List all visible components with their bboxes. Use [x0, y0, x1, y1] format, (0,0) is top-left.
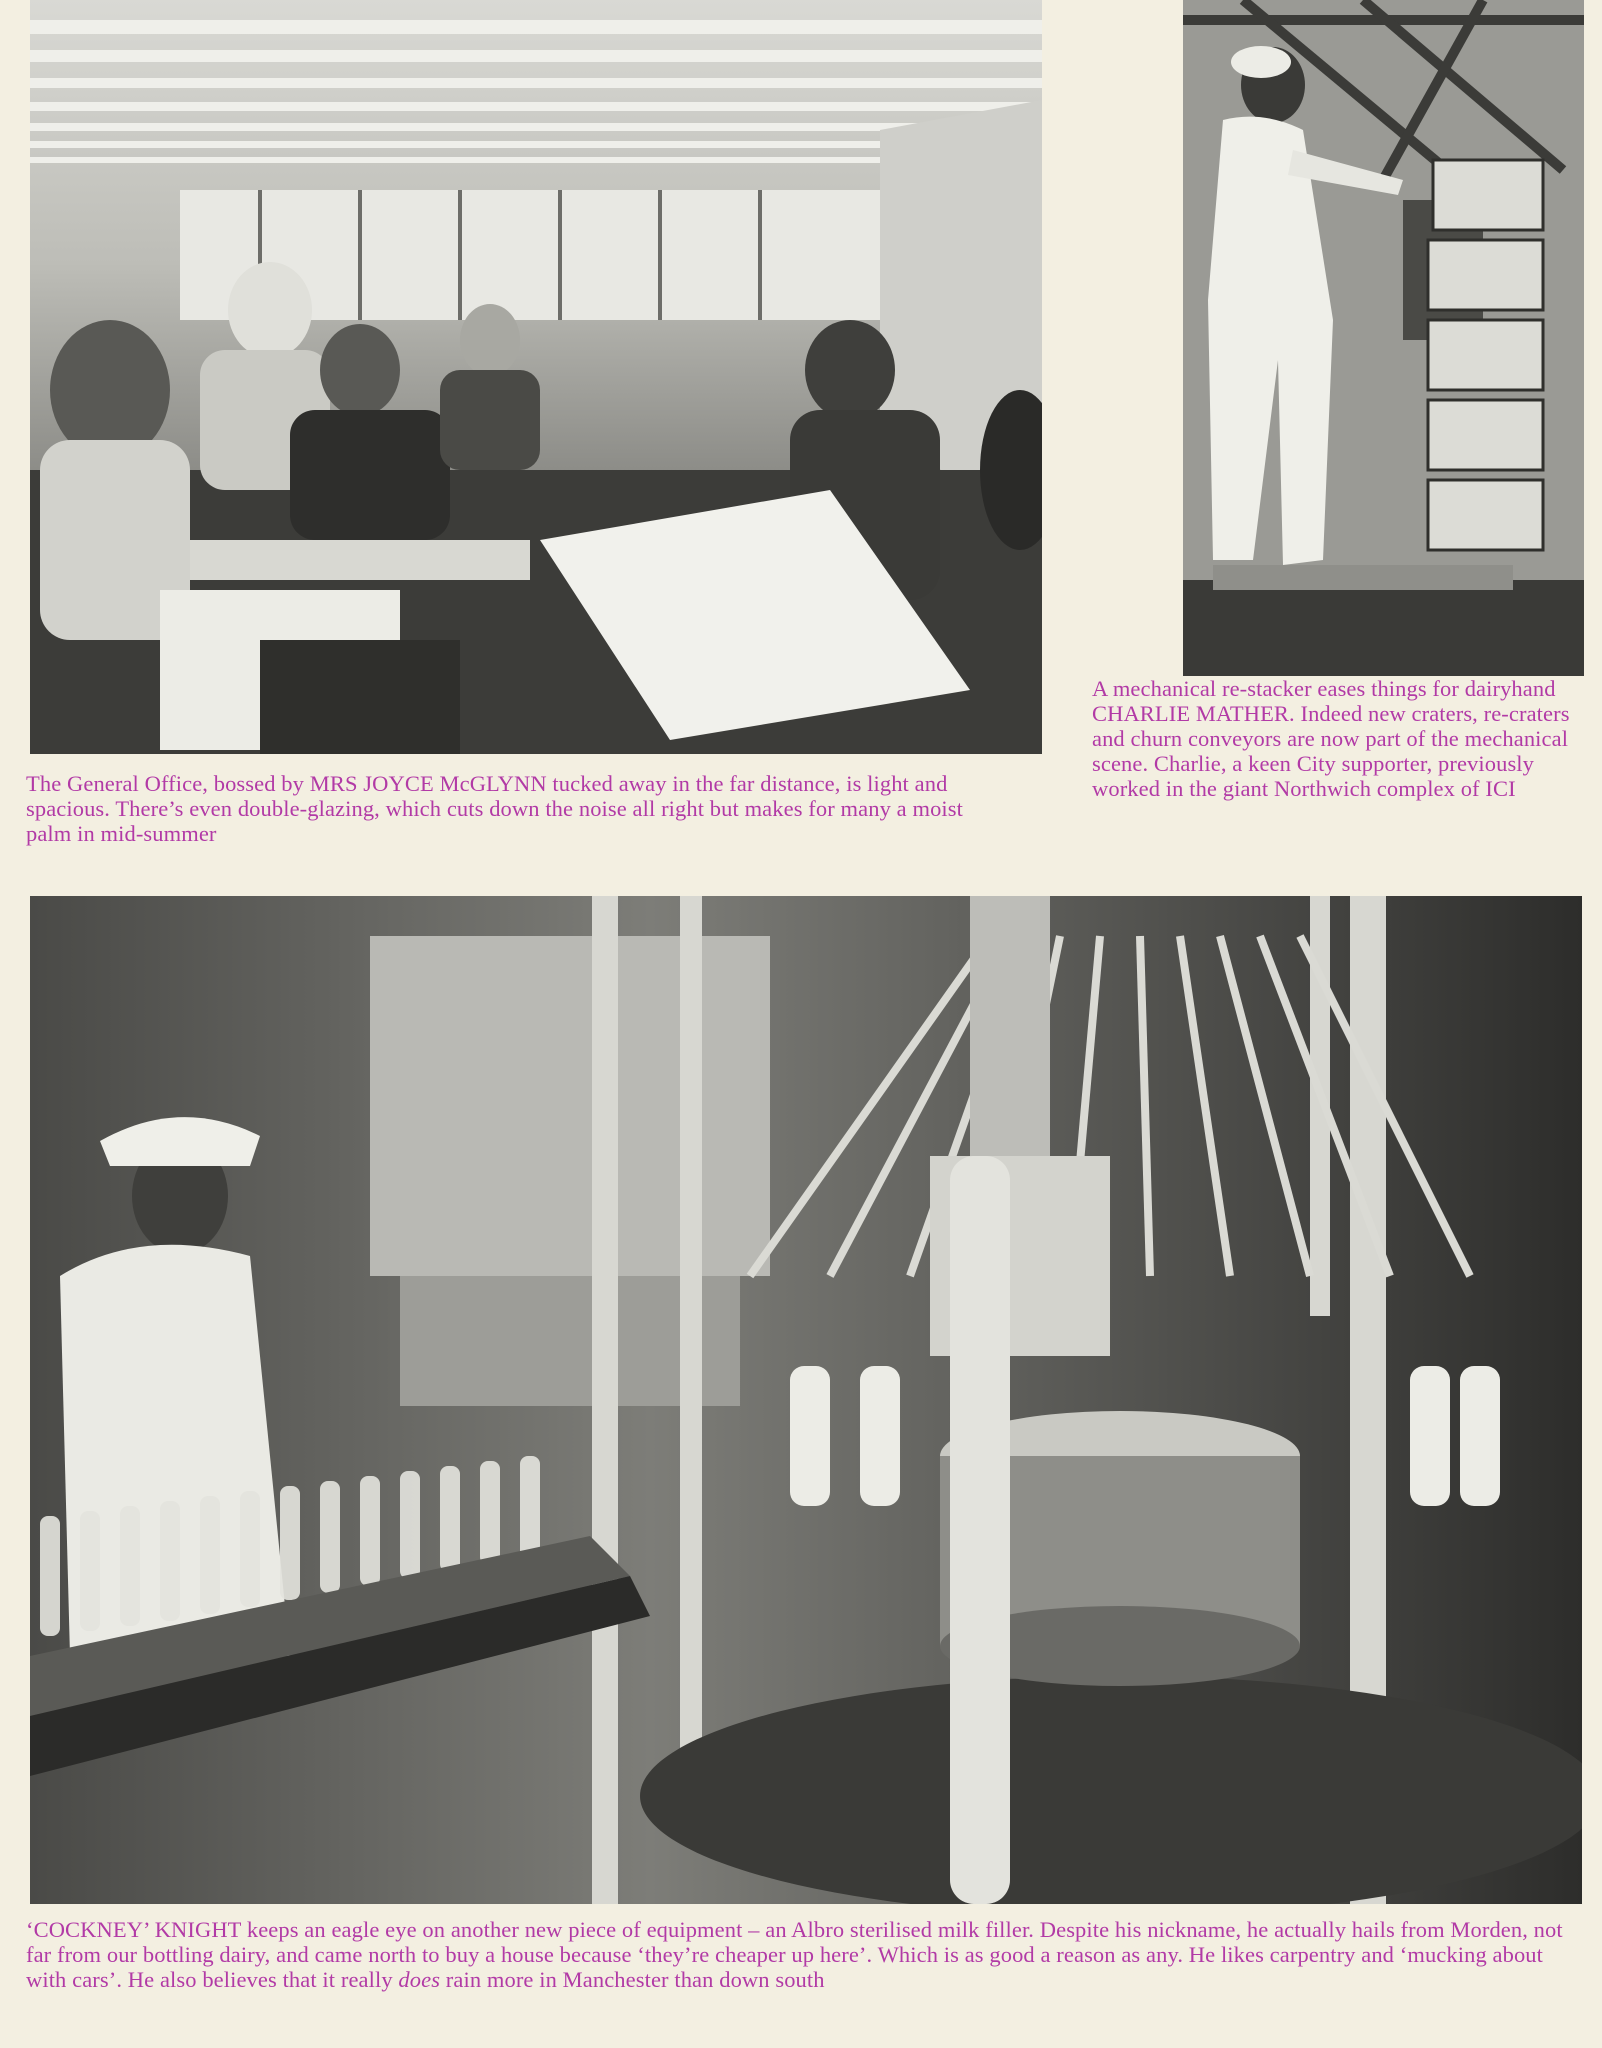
caption-milk-filler-text: ‘COCKNEY’ KNIGHT keeps an eagle eye on another new piece of equipment – an Albro sterilised milk filler. Despite his nickname, he actually hails from Morden, not far from our bottling dairy, and came north to buy a house because ‘they’re cheaper up here’. Which is as good a reason as any. He likes carpentry and ‘mucking about with cars’. He also believes that it really — [26, 1917, 1563, 1992]
caption-restacker: A mechanical re-stacker eases things for dairyhand CHARLIE MATHER. Indeed new craters, re-craters and churn conveyors are now part of the mechanical scene. Charlie, a keen City supporter, previously worked in the giant Northwich complex of ICI — [1092, 676, 1570, 801]
caption-milk-filler — [26, 1917, 1588, 1992]
caption-general-office: The General Office, bossed by MRS JOYCE McGLYNN tucked away in the far distance, is light and spacious. There’s even double-glazing, which cuts down the noise all right but makes for many a moist palm in mid-summer — [26, 771, 963, 846]
photo-restacker — [1183, 0, 1584, 676]
photo-general-office — [30, 0, 1042, 754]
caption-emphasis: does — [398, 1967, 441, 1992]
caption-milk-filler-text-end: rain more in Manchester than down south — [440, 1967, 825, 1992]
photo-milk-filler — [30, 896, 1582, 1904]
